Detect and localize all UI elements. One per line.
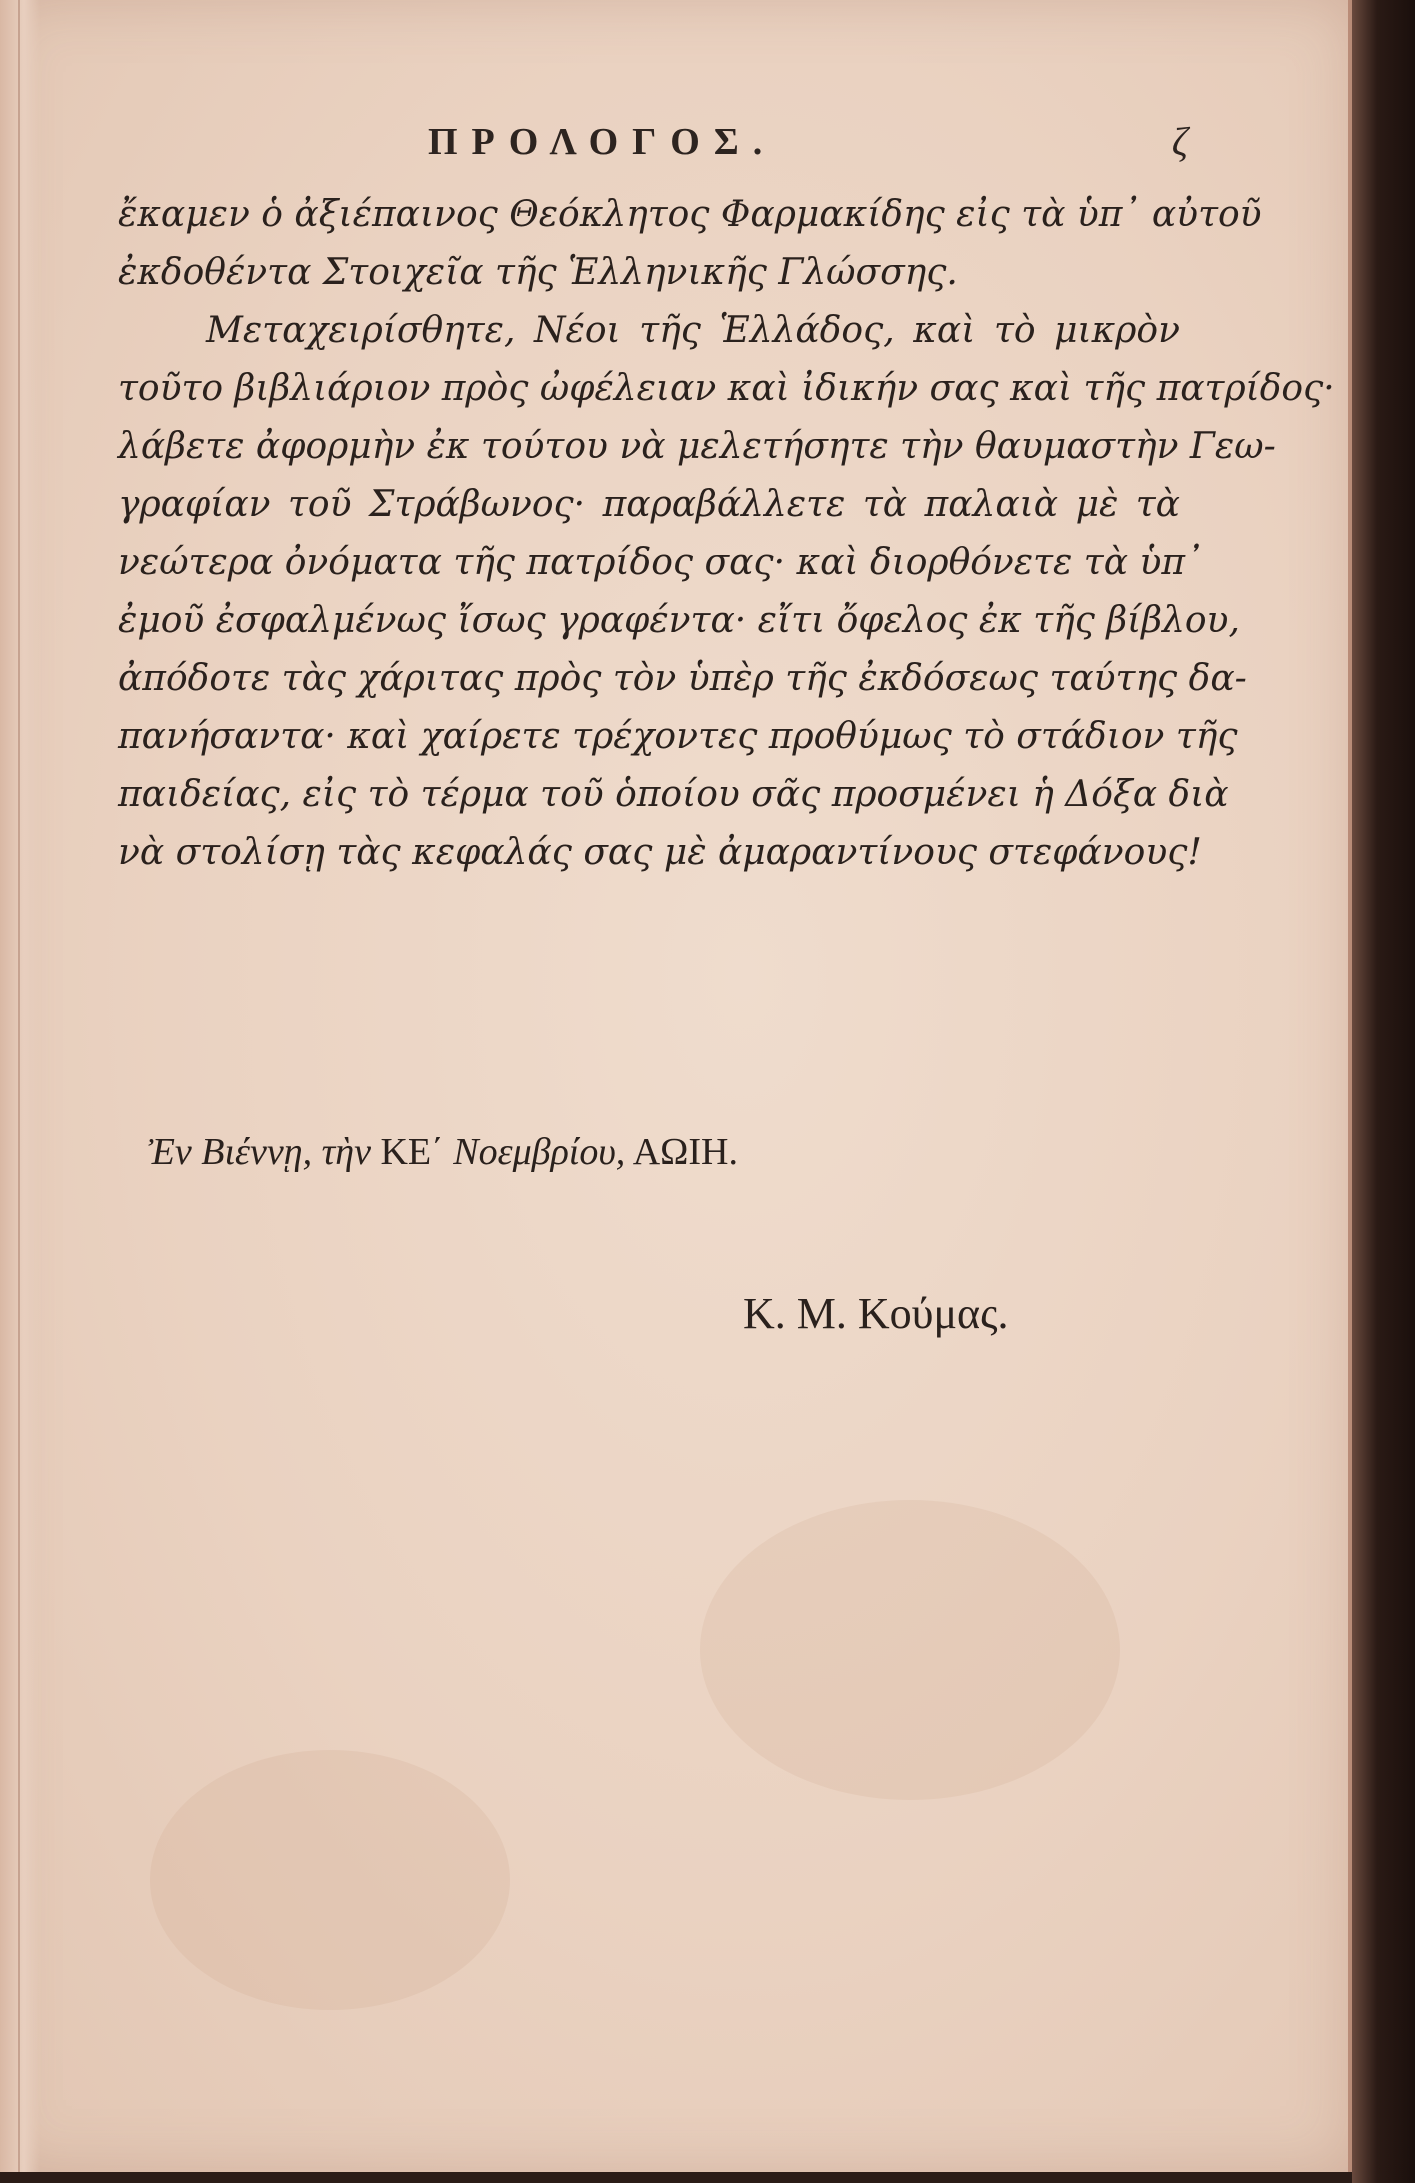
running-title: ΠΡΟΛΟΓΟΣ. [428, 121, 777, 163]
text-line: παιδείας, εἰς τὸ τέρμα τοῦ ὁποίου σᾶς προσμένει ἡ Δόξα διὰ [118, 774, 1229, 815]
text-line: ἐκδοθέντα Στοιχεῖα τῆς Ἑλληνικῆς Γλώσσης. [118, 252, 958, 293]
page-number: ζ [1171, 119, 1188, 164]
text-line: ἐμοῦ ἐσφαλμένως ἴσως γραφέντα· εἴτι ὄφελος ἐκ τῆς βίβλου, [118, 600, 1240, 641]
page-header [118, 118, 1188, 178]
dateline-place: Ἐν Βιέννῃ, τὴν [148, 1131, 371, 1173]
text-line: ἔκαμεν ὁ ἀξιέπαινος Θεόκλητος Φαρμακίδης εἰς τὰ ὑπ᾽ αὐτοῦ [118, 194, 1262, 235]
paragraph-2 [118, 302, 1335, 882]
text-line: πανήσαντα· καὶ χαίρετε τρέχοντες προθύμως τὸ στάδιον τῆς [118, 716, 1238, 757]
text-line: ἀπόδοτε τὰς χάριτας πρὸς τὸν ὑπὲρ τῆς ἐκδόσεως ταύτης δα- [118, 658, 1247, 699]
text-line: νεώτερα ὀνόματα τῆς πατρίδος σας· καὶ διορθόνετε τὰ ὑπ᾽ [118, 542, 1204, 583]
text-line: Μεταχειρίσθητε, Νέοι τῆς Ἑλλάδος, καὶ τὸ μικρὸν [206, 310, 1180, 351]
spine-fold [18, 0, 20, 2172]
text-line: γραφίαν τοῦ Στράβωνος· παραβάλλετε τὰ παλαιὰ μὲ τὰ [118, 484, 1180, 525]
text-line: τοῦτο βιβλιάριον πρὸς ὠφέλειαν καὶ ἰδικήν σας καὶ τῆς πατρίδος· [118, 368, 1335, 409]
signature: Κ. Μ. Κούμας. [743, 1289, 1009, 1338]
text-line: νὰ στολίσῃ τὰς κεφαλάς σας μὲ ἀμαραντίνους στεφάνους! [118, 832, 1202, 873]
paper-stain [700, 1500, 1120, 1800]
dateline-year: ΑΩΙΗ. [632, 1131, 738, 1173]
page-content [118, 118, 1335, 1338]
dateline-month: Νοεμβρίου, [453, 1131, 626, 1173]
dateline-day: ΚΕ΄ [380, 1131, 444, 1173]
book-cover-edge [1352, 0, 1415, 2183]
paragraph-1 [118, 186, 1262, 302]
text-line: λάβετε ἀφορμὴν ἐκ τούτου νὰ μελετήσητε τὴν θαυμαστὴν Γεω- [118, 426, 1276, 467]
dateline [148, 1130, 738, 1174]
page-gutter [0, 0, 40, 2172]
paper-stain [150, 1750, 510, 2010]
